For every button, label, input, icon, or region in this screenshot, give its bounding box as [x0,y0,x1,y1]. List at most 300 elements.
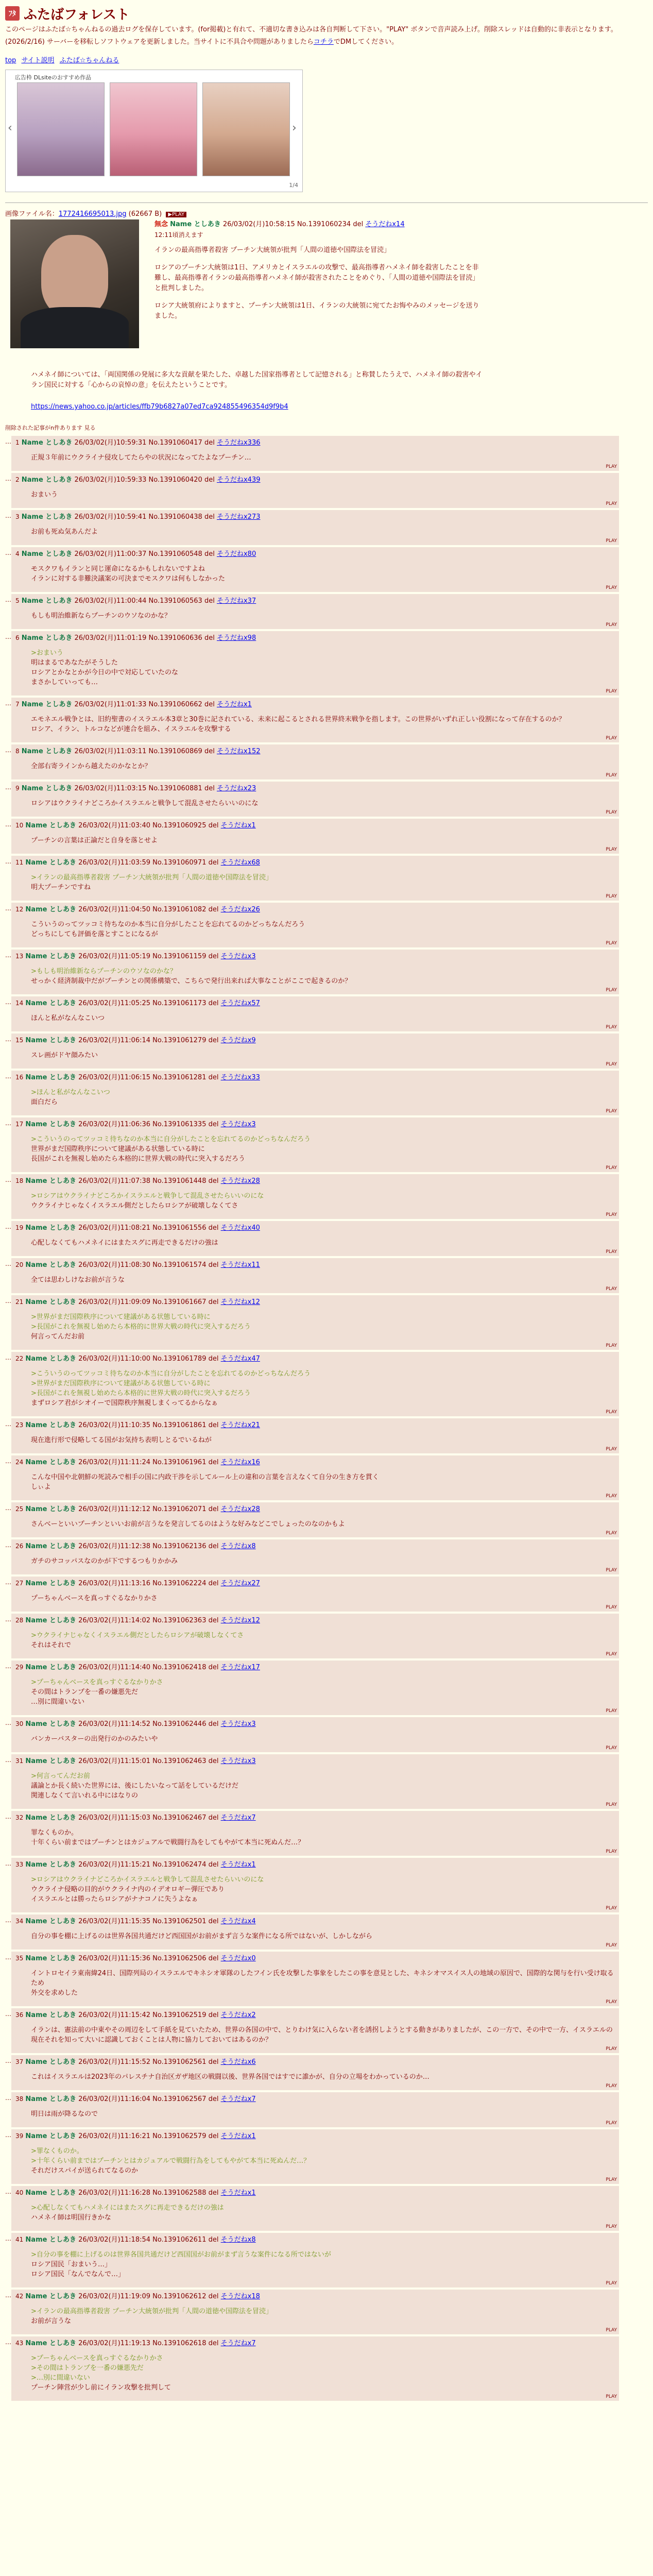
reply-body [31,1734,615,1744]
reply-number[interactable]: No.1391061279 [152,1037,207,1044]
reply-play-button[interactable]: PLAY [606,2121,617,2126]
reply-datetime: 26/03/02(月)10:59:33 [74,476,147,484]
reply-del-link[interactable]: del [208,953,219,960]
reply-number[interactable]: No.1391061082 [152,906,207,913]
reply-play-button[interactable]: PLAY [606,847,617,852]
reply-sodane-link[interactable]: そうだねx7 [220,1814,256,1822]
deleted-posts-caption[interactable]: 削除された記事がn件あります 見る [5,425,96,431]
reply-post [11,1614,619,1658]
reply-marker: … [5,1420,11,1428]
reply-marker: … [5,1756,11,1764]
reply-number[interactable]: No.1391062567 [152,2095,207,2103]
reply-del-link[interactable]: del [208,859,219,867]
reply-header [15,952,615,961]
reply-sodane-link[interactable]: そうだねx1 [220,2189,256,2197]
reply-play-button[interactable]: PLAY [606,1109,617,1114]
reply-name: Name としあき [25,1617,76,1624]
reply-number[interactable]: No.1391060869 [148,748,202,755]
reply-del-link[interactable]: del [204,597,215,605]
reply-number[interactable]: No.1391062612 [152,2293,207,2300]
reply-body [31,1013,615,1023]
reply-play-button[interactable]: PLAY [606,1605,617,1610]
reply-play-button[interactable]: PLAY [606,2281,617,2286]
reply-number[interactable]: No.1391061335 [152,1121,207,1128]
reply-sodane-link[interactable]: そうだねx8 [220,1543,256,1550]
reply-sodane-link[interactable]: そうだねx2 [220,2011,256,2019]
reply-header [15,821,615,831]
reply-body [31,2250,615,2279]
reply-row [5,1952,648,2006]
nav-top-link[interactable]: top [5,57,16,64]
reply-text: ウクライナ侵略の目的がウクライナ内のイデオロギー弾圧であり [31,1886,225,1893]
reply-del-link[interactable]: del [204,439,215,447]
reply-marker: … [5,1954,11,1961]
reply-number[interactable]: No.1391060971 [152,859,207,867]
reply-datetime: 26/03/02(月)11:19:13 [78,2340,151,2347]
reply-del-link[interactable]: del [208,1814,219,1822]
reply-play-button[interactable]: PLAY [606,1494,617,1499]
banner-prev-icon[interactable]: ‹ [8,122,12,134]
reply-marker: … [5,1297,11,1304]
reply-play-button[interactable]: PLAY [606,1410,617,1415]
reply-datetime: 26/03/02(月)11:15:35 [78,1918,151,1925]
reply-row [5,1539,648,1574]
reply-marker: … [5,1354,11,1361]
reply-del-link[interactable]: del [208,1505,219,1513]
reply-body [31,1519,615,1529]
reply-marker: … [5,1860,11,1867]
reply-sodane-link[interactable]: そうだねx21 [220,1421,260,1429]
reply-number[interactable]: No.1391061789 [152,1355,207,1363]
reply-body [31,920,615,939]
reply-del-link[interactable]: del [208,1918,219,1925]
reply-number[interactable]: No.1391061281 [152,1074,207,1081]
reply-header [15,2094,615,2104]
reply-del-link[interactable]: del [208,1261,219,1269]
reply-sodane-link[interactable]: そうだねx3 [220,953,256,960]
reply-datetime: 26/03/02(月)11:12:12 [78,1505,151,1513]
reply-datetime: 26/03/02(月)11:03:11 [74,748,147,755]
reply-number[interactable]: No.1391062463 [152,1757,207,1765]
reply-play-button[interactable]: PLAY [606,1286,617,1292]
reply-sodane-link[interactable]: そうだねx27 [220,1580,260,1587]
reply-sodane-link[interactable]: そうだねx12 [220,1298,260,1306]
reply-post [11,996,619,1031]
reply-name: Name としあき [21,634,73,642]
reply-name: Name としあき [25,1261,76,1269]
reply-play-button[interactable]: PLAY [606,585,617,590]
reply-play-button[interactable]: PLAY [606,464,617,469]
reply-post [11,1858,619,1912]
reply-header [15,1860,615,1870]
reply-play-button[interactable]: PLAY [606,773,617,778]
reply-play-button[interactable]: PLAY [606,538,617,544]
reply-name: Name としあき [25,999,76,1007]
reply-sodane-link[interactable]: そうだねx0 [220,1955,256,1962]
reply-play-button[interactable]: PLAY [606,1165,617,1171]
reply-play-button[interactable]: PLAY [606,1802,617,1807]
reply-body [31,1238,615,1248]
reply-play-button[interactable]: PLAY [606,689,617,694]
reply-sodane-link[interactable]: そうだねx273 [216,513,261,521]
reply-play-button[interactable]: PLAY [606,810,617,815]
reply-sodane-link[interactable]: そうだねx3 [220,1720,256,1728]
reply-play-button[interactable]: PLAY [606,894,617,899]
reply-quote: >ロシアはウクライナどころかイスラエルと戦争して混乱させたらいいのにな [31,1876,264,1884]
reply-datetime: 26/03/02(月)11:12:38 [78,1543,151,1550]
reply-row [5,2092,648,2127]
reply-play-button[interactable]: PLAY [606,501,617,506]
reply-number[interactable]: No.1391062561 [152,2058,207,2066]
reply-del-link[interactable]: del [204,748,215,755]
reply-number[interactable]: No.1391062467 [152,1814,207,1822]
reply-name: Name としあき [25,906,76,913]
reply-number[interactable]: No.1391062446 [152,1720,207,1728]
reply-sodane-link[interactable]: そうだねx11 [220,1261,260,1269]
banner-item-2[interactable] [110,82,197,176]
reply-marker: … [5,2188,11,2195]
reply-del-link[interactable]: del [208,1861,219,1869]
reply-quote: >十年くらい前まではプーチンとはカジュアルで戦闘行為をしてもやがて本当に死ぬんだ…？ [31,2157,311,2165]
reply-sodane-link[interactable]: そうだねx12 [220,1617,260,1624]
reply-del-link[interactable]: del [208,1617,219,1624]
reply-header [15,2188,615,2198]
reply-body [31,1134,615,1164]
reply-body [31,2203,615,2223]
reply-del-link[interactable]: del [208,2293,219,2300]
reply-row [5,1033,648,1069]
reply-del-link[interactable]: del [208,2236,219,2244]
reply-number[interactable]: No.1391061861 [152,1421,207,1429]
reply-number[interactable]: No.1391062474 [152,1861,207,1869]
op-file-link[interactable]: 1772416695013.jpg [58,210,127,218]
reply-row [5,1717,648,1752]
reply-index: 28 [15,1617,24,1624]
reply-text: まずロシア君がシオイーで国際秩序無視しまくってるからなぁ [31,1399,218,1407]
reply-header [15,549,615,559]
reply-name: Name としあき [25,2340,76,2347]
reply-play-button[interactable]: PLAY [606,2083,617,2089]
reply-number[interactable]: No.1391061667 [152,1298,207,1306]
reply-header [15,2131,615,2141]
reply-del-link[interactable]: del [204,550,215,558]
reply-sodane-link[interactable]: そうだねx28 [220,1177,260,1185]
reply-sodane-link[interactable]: そうだねx439 [216,476,261,484]
reply-index: 35 [15,1955,24,1962]
reply-post [11,436,619,471]
reply-del-link[interactable]: del [208,2095,219,2103]
reply-sodane-link[interactable]: そうだねx8 [220,2236,256,2244]
reply-del-link[interactable]: del [208,1121,219,1128]
op-del-link[interactable]: del [353,221,364,228]
reply-header [15,998,615,1008]
reply-del-link[interactable]: del [208,1421,219,1429]
reply-sodane-link[interactable]: そうだねx6 [220,2058,256,2066]
reply-play-button[interactable]: PLAY [606,2046,617,2052]
reply-number[interactable]: No.1391061961 [152,1459,207,1466]
reply-datetime: 26/03/02(月)11:16:21 [78,2132,151,2140]
reply-text: モスクワもイランと同じ運命になるかもしれないですよね [31,565,205,573]
op-play-button[interactable]: ▶PLAY [166,212,186,217]
reply-del-link[interactable]: del [208,1224,219,1232]
reply-text: 現在進行形で侵略してる国がお気持ち表明しとるでいるねが [31,1436,212,1444]
reply-number[interactable]: No.1391062506 [152,1955,207,1962]
reply-number[interactable]: No.1391062618 [152,2340,207,2347]
reply-header [15,596,615,606]
reply-play-button[interactable]: PLAY [606,736,617,741]
reply-body [31,1191,615,1211]
reply-number[interactable]: No.1391062588 [152,2189,207,2197]
reply-quote: >その間はトランプを一番の嫌悪先だ [31,2364,144,2372]
reply-header [15,1354,615,1364]
reply-play-button[interactable]: PLAY [606,1025,617,1030]
reply-sodane-link[interactable]: そうだねx33 [220,1074,260,1081]
reply-name: Name としあき [25,2293,76,2300]
reply-number[interactable]: No.1391062501 [152,1918,207,1925]
reply-play-button[interactable]: PLAY [606,1943,617,1948]
reply-sodane-link[interactable]: そうだねx336 [216,439,261,447]
reply-sodane-link[interactable]: そうだねx3 [220,1121,256,1128]
reply-text: ほんと私がなんなこいつ [31,1014,105,1022]
reply-body [31,1875,615,1904]
reply-number[interactable]: No.1391062519 [152,2011,207,2019]
reply-play-button[interactable]: PLAY [606,1849,617,1854]
reply-sodane-link[interactable]: そうだねx1 [220,822,256,829]
banner-item-1[interactable] [17,82,105,176]
reply-post [11,547,619,592]
reply-number[interactable]: No.1391060636 [148,634,202,642]
reply-marker: … [5,1223,11,1230]
reply-index: 40 [15,2189,24,2196]
reply-post [11,1352,619,1416]
reply-datetime: 26/03/02(月)11:06:15 [78,1074,151,1081]
reply-play-button[interactable]: PLAY [606,1568,617,1573]
reply-index: 24 [15,1459,24,1466]
reply-text: イスラエルとは勝ったらロシアがナナコノに失うよなぁ [31,1895,198,1903]
reply-header [15,633,615,643]
reply-quote: >プーちゃんベースを真っすぐるなかりかさ [31,1679,163,1686]
op-number[interactable]: No.1391060234 [297,221,351,228]
reply-sodane-link[interactable]: そうだねx16 [220,1459,260,1466]
reply-index: 42 [15,2293,24,2300]
reply-sodane-link[interactable]: そうだねx9 [220,1037,256,1044]
reply-sodane-link[interactable]: そうだねx40 [220,1224,260,1232]
reply-del-link[interactable]: del [208,1459,219,1466]
reply-del-link[interactable]: del [208,1955,219,1962]
reply-sodane-link[interactable]: そうだねx80 [216,550,256,558]
reply-index: 41 [15,2236,24,2243]
op-sodane-link[interactable]: そうだねx14 [365,221,405,228]
reply-sodane-link[interactable]: そうだねx3 [220,1757,256,1765]
reply-play-button[interactable]: PLAY [606,1447,617,1452]
reply-del-link[interactable]: del [204,785,215,792]
reply-del-link[interactable]: del [208,2011,219,2019]
reply-header [15,438,615,448]
reply-play-button[interactable]: PLAY [606,1212,617,1217]
reply-play-button[interactable]: PLAY [606,1249,617,1255]
reply-header [15,1663,615,1672]
reply-del-link[interactable]: del [204,701,215,708]
reply-sodane-link[interactable]: そうだねx23 [216,785,256,792]
reply-play-button[interactable]: PLAY [606,1906,617,1911]
reply-play-button[interactable]: PLAY [606,1652,617,1657]
reply-text: それはそれで [31,1641,72,1649]
reply-text: プーチン陣営が少し前にイラン攻撃を批判して [31,2384,171,2392]
reply-body [31,967,615,986]
reply-name: Name としあき [25,1757,76,1765]
banner-next-icon[interactable]: › [292,122,297,134]
reply-del-link[interactable]: del [204,634,215,642]
nav-about-link[interactable]: サイト説明 [21,57,55,64]
reply-number[interactable]: No.1391060563 [148,597,202,605]
op-source-link[interactable]: https://news.yahoo.co.jp/articles/ffb79b6827a07ed7ca924855496354d9f9b4 [31,403,288,411]
reply-sodane-link[interactable]: そうだねx37 [216,597,256,605]
banner-item-3[interactable] [202,82,290,176]
reply-number[interactable]: No.1391060925 [152,822,207,829]
reply-play-button[interactable]: PLAY [606,1708,617,1714]
reply-text: お前も死ぬ気あんだよ [31,528,98,536]
reply-number[interactable]: No.1391060662 [148,701,202,708]
reply-play-button[interactable]: PLAY [606,2328,617,2333]
reply-post [11,1914,619,1950]
reply-datetime: 26/03/02(月)11:07:38 [78,1177,151,1185]
reply-del-link[interactable]: del [208,2132,219,2140]
reply-number[interactable]: No.1391062224 [152,1580,207,1587]
reply-play-button[interactable]: PLAY [606,1062,617,1067]
reply-sodane-link[interactable]: そうだねx1 [220,2132,256,2140]
reply-del-link[interactable]: del [204,476,215,484]
reply-number[interactable]: No.1391060548 [148,550,202,558]
reply-name: Name としあき [25,1664,76,1671]
reply-number[interactable]: No.1391062611 [152,2236,207,2244]
reply-number[interactable]: No.1391062363 [152,1617,207,1624]
reply-marker: … [5,2094,11,2102]
reply-play-button[interactable]: PLAY [606,622,617,628]
reply-index: 22 [15,1355,24,1362]
reply-sodane-link[interactable]: そうだねx1 [220,1861,256,1869]
reply-del-link[interactable]: del [208,1177,219,1185]
reply-header [15,1954,615,1963]
reply-sodane-link[interactable]: そうだねx17 [220,1664,260,1671]
reply-number[interactable]: No.1391062418 [152,1664,207,1671]
reply-datetime: 26/03/02(月)11:15:42 [78,2011,151,2019]
reply-row [5,782,648,817]
reply-sodane-link[interactable]: そうだねx26 [220,906,260,913]
site-logo[interactable]: ﾌﾀ [5,6,20,21]
reply-sodane-link[interactable]: そうだねx152 [216,748,261,755]
reply-body [31,836,615,845]
reply-post [11,1811,619,1856]
op-thumbnail[interactable] [10,219,139,348]
reply-play-button[interactable]: PLAY [606,2394,617,2399]
reply-del-link[interactable]: del [208,1580,219,1587]
reply-header [15,2057,615,2067]
reply-header [15,2010,615,2020]
reply-sodane-link[interactable]: そうだねx7 [220,2340,256,2347]
reply-play-button[interactable]: PLAY [606,2177,617,2182]
reply-play-button[interactable]: PLAY [606,941,617,946]
reply-datetime: 26/03/02(月)11:15:01 [78,1757,151,1765]
reply-play-button[interactable]: PLAY [606,1999,617,2005]
reply-number[interactable]: No.1391060417 [148,439,202,447]
reply-play-button[interactable]: PLAY [606,2224,617,2229]
nav-futaba-link[interactable]: ふたば☆ちゃんねる [59,57,119,64]
reply-number[interactable]: No.1391061173 [152,999,207,1007]
reply-text: プーチンの言葉は正論だと自身を落とせよ [31,837,158,844]
reply-del-link[interactable]: del [208,1664,219,1671]
reply-del-link[interactable]: del [208,1543,219,1550]
reply-quote: >ロシアはウクライナどころかイスラエルと戦争して混乱させたらいいのにな [31,1192,264,1200]
reply-number[interactable]: No.1391061448 [152,1177,207,1185]
reply-row [5,950,648,994]
reply-text: 何言ってんだお前 [31,1333,85,1341]
reply-del-link[interactable]: del [208,1720,219,1728]
reply-sodane-link[interactable]: そうだねx98 [216,634,256,642]
reply-sodane-link[interactable]: そうだねx18 [220,2293,260,2300]
reply-datetime: 26/03/02(月)11:10:00 [78,1355,151,1363]
reply-number[interactable]: No.1391062071 [152,1505,207,1513]
reply-quote: >自分の事を棚に上げるのは世界各国共通だけど西国国がお前がまず言うな案件になる所ではないが [31,2251,331,2259]
reply-number[interactable]: No.1391062579 [152,2132,207,2140]
reply-text: 正規３年前にウクライナ侵攻してたらやの状況になってたよなプーチン… [31,454,251,462]
ad-banner[interactable] [5,70,303,192]
reply-del-link[interactable]: del [204,513,215,521]
reply-del-link[interactable]: del [208,1355,219,1363]
reply-row [5,903,648,947]
reply-del-link[interactable]: del [208,1298,219,1306]
reply-marker: … [5,1579,11,1586]
reply-body [31,648,615,687]
reply-del-link[interactable]: del [208,1037,219,1044]
reply-header [15,512,615,522]
reply-number[interactable]: No.1391061556 [152,1224,207,1232]
reply-sodane-link[interactable]: そうだねx57 [220,999,260,1007]
reply-number[interactable]: No.1391061159 [152,953,207,960]
reply-number[interactable]: No.1391060438 [148,513,202,521]
reply-play-button[interactable]: PLAY [606,1343,617,1348]
notice-text-2: (2026/2/16) サーバーを移転しソフトウェアを更新しました。当サイトに不具合や問題がありましたらコチラでDMしてください。 [5,38,399,46]
reply-play-button[interactable]: PLAY [606,1531,617,1536]
reply-play-button[interactable]: PLAY [606,1745,617,1751]
reply-sodane-link[interactable]: そうだねx68 [220,859,260,867]
reply-del-link[interactable]: del [208,2058,219,2066]
reply-del-link[interactable]: del [208,906,219,913]
reply-del-link[interactable]: del [208,2189,219,2197]
reply-del-link[interactable]: del [208,822,219,829]
reply-play-button[interactable]: PLAY [606,988,617,993]
reply-sodane-link[interactable]: そうだねx4 [220,1918,256,1925]
reply-del-link[interactable]: del [208,1074,219,1081]
reply-number[interactable]: No.1391060881 [148,785,202,792]
reply-sodane-link[interactable]: そうだねx47 [220,1355,260,1363]
reply-number[interactable]: No.1391062136 [152,1543,207,1550]
contact-link[interactable]: コチラ [313,38,334,46]
reply-marker: … [5,1616,11,1623]
reply-number[interactable]: No.1391060420 [148,476,202,484]
reply-sodane-link[interactable]: そうだねx7 [220,2095,256,2103]
reply-del-link[interactable]: del [208,2340,219,2347]
reply-sodane-link[interactable]: そうだねx28 [220,1505,260,1513]
reply-del-link[interactable]: del [208,999,219,1007]
reply-quote: >何言ってんだお前 [31,1772,90,1780]
reply-marker: … [5,2057,11,2064]
reply-header [15,1616,615,1625]
reply-marker: … [5,1120,11,1127]
reply-del-link[interactable]: del [208,1757,219,1765]
reply-sodane-link[interactable]: そうだねx1 [216,701,252,708]
reply-number[interactable]: No.1391061574 [152,1261,207,1269]
reply-name: Name としあき [25,1580,76,1587]
